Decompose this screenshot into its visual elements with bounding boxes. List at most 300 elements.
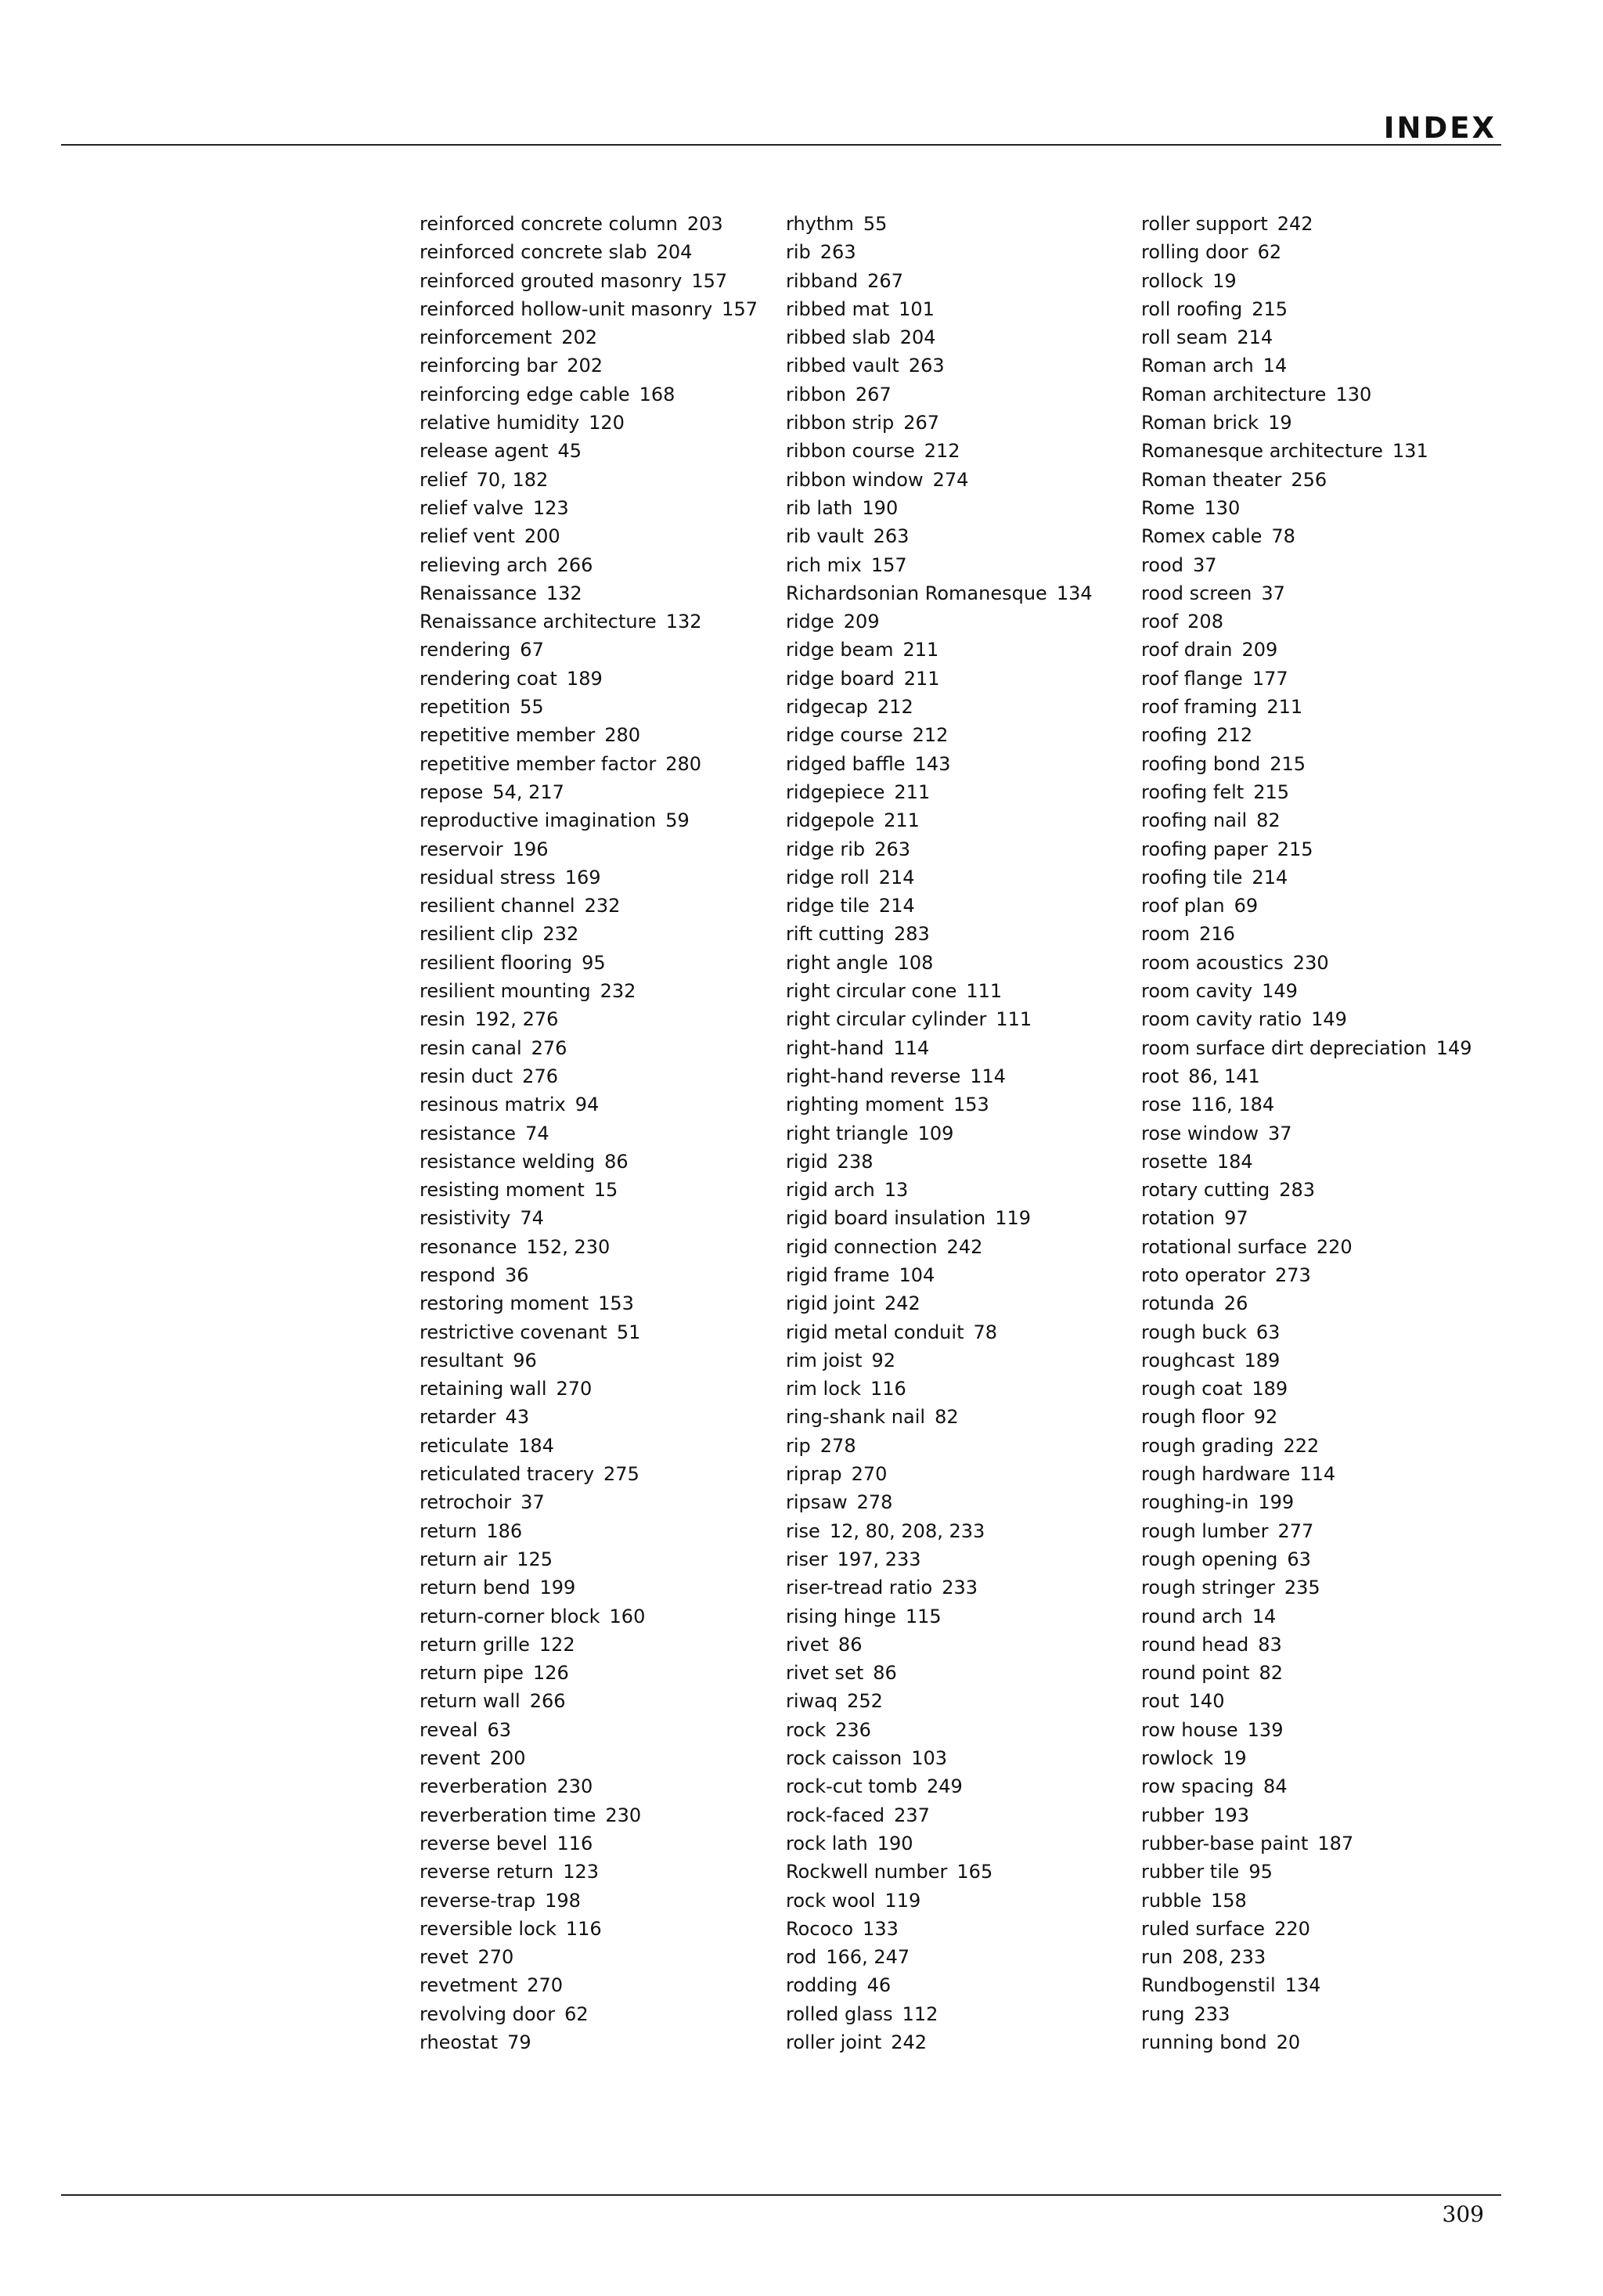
index-page-refs: 86 xyxy=(873,1662,897,1685)
index-term: ribbed mat xyxy=(786,297,890,320)
index-page-refs: 233 xyxy=(942,1577,978,1599)
index-entry xyxy=(420,1119,758,1148)
index-term: rung xyxy=(1141,2002,1185,2025)
index-term: rodding xyxy=(786,1974,858,1997)
index-term: ribbon window xyxy=(786,468,924,491)
index-term: resisting moment xyxy=(420,1179,585,1202)
index-page-refs: 62 xyxy=(1257,241,1282,264)
index-entry xyxy=(786,1517,1093,1545)
index-page-refs: 114 xyxy=(970,1065,1007,1087)
index-page-refs: 62 xyxy=(564,2002,589,2025)
index-entry xyxy=(1141,437,1472,465)
index-page-refs: 152, 230 xyxy=(526,1235,611,1258)
index-entry xyxy=(420,1829,758,1858)
index-page-refs: 199 xyxy=(539,1577,576,1599)
index-term: reproductive imagination xyxy=(420,809,657,832)
index-page-refs: 78 xyxy=(973,1321,998,1343)
index-entry xyxy=(786,2028,1093,2056)
index-entry xyxy=(420,1460,758,1488)
index-term: row house xyxy=(1141,1718,1238,1741)
index-page-refs: 202 xyxy=(561,326,597,349)
index-term: ribbed slab xyxy=(786,326,891,349)
index-entry xyxy=(420,920,758,948)
index-term: revolving door xyxy=(420,2002,556,2025)
index-page-refs: 270 xyxy=(556,1378,593,1400)
index-page-refs: 19 xyxy=(1268,412,1292,434)
index-term: rising hinge xyxy=(786,1605,896,1627)
index-term: revent xyxy=(420,1747,481,1770)
index-term: roof plan xyxy=(1141,895,1225,917)
index-entry xyxy=(1141,1375,1472,1403)
index-page-refs: 211 xyxy=(903,667,940,690)
index-term: retaining wall xyxy=(420,1378,547,1400)
index-entry xyxy=(420,863,758,892)
index-page-refs: 204 xyxy=(656,241,693,264)
index-term: Roman arch xyxy=(1141,355,1254,377)
index-entry xyxy=(1141,1915,1472,1943)
index-entry xyxy=(786,1602,1093,1631)
index-page-refs: 276 xyxy=(522,1065,558,1087)
index-entry xyxy=(420,1887,758,1915)
index-term: resin canal xyxy=(420,1036,522,1059)
index-term: resistance xyxy=(420,1122,517,1144)
index-entry xyxy=(420,665,758,693)
index-term: roof xyxy=(1141,611,1179,633)
index-term: ribband xyxy=(786,269,859,292)
index-term: resilient flooring xyxy=(420,951,573,974)
index-term: ridgepiece xyxy=(786,780,885,803)
index-entry xyxy=(1141,920,1472,948)
index-term: Rome xyxy=(1141,496,1195,519)
index-term: rigid frame xyxy=(786,1263,890,1286)
index-term: rigid xyxy=(786,1150,828,1173)
index-page-refs: 197, 233 xyxy=(837,1548,921,1570)
index-page-refs: 242 xyxy=(884,1292,920,1315)
index-term: rip xyxy=(786,1434,811,1457)
index-entry xyxy=(420,1971,758,1999)
index-term: rim lock xyxy=(786,1378,861,1400)
index-page-refs: 149 xyxy=(1435,1036,1472,1059)
index-page-refs: 114 xyxy=(1299,1463,1336,1486)
index-term: Richardsonian Romanesque xyxy=(786,582,1047,604)
index-entry xyxy=(1141,1148,1472,1176)
index-entry xyxy=(420,551,758,579)
index-entry xyxy=(1141,579,1472,607)
index-term: rock-cut tomb xyxy=(786,1775,917,1798)
index-term: round point xyxy=(1141,1662,1250,1685)
index-page-refs: 199 xyxy=(1258,1491,1295,1514)
index-entry xyxy=(420,2000,758,2028)
index-term: ridgepole xyxy=(786,809,875,832)
index-entry xyxy=(1141,892,1472,920)
index-page-refs: 157 xyxy=(870,553,907,576)
index-entry xyxy=(1141,1602,1472,1631)
index-page-refs: 153 xyxy=(953,1094,989,1116)
index-page-refs: 200 xyxy=(489,1747,526,1770)
index-entry xyxy=(786,949,1093,977)
index-page-refs: 215 xyxy=(1253,780,1290,803)
index-page-refs: 267 xyxy=(867,269,903,292)
index-term: right triangle xyxy=(786,1122,909,1144)
index-entry xyxy=(786,721,1093,749)
index-entry xyxy=(786,750,1093,778)
index-entry xyxy=(786,607,1093,636)
index-term: relief valve xyxy=(420,496,524,519)
index-page-refs: 215 xyxy=(1252,297,1288,320)
index-page-refs: 149 xyxy=(1311,1008,1347,1031)
index-term: roof flange xyxy=(1141,667,1243,690)
index-term: Rundbogenstil xyxy=(1141,1974,1276,1997)
index-page-refs: 116 xyxy=(870,1378,906,1400)
index-entry xyxy=(786,494,1093,522)
index-entry xyxy=(1141,806,1472,834)
index-page-refs: 19 xyxy=(1212,269,1237,292)
index-term: reinforced concrete slab xyxy=(420,241,647,264)
index-entry xyxy=(1141,210,1472,238)
index-entry xyxy=(420,1488,758,1516)
index-term: respond xyxy=(420,1263,495,1286)
index-term: riprap xyxy=(786,1463,842,1486)
index-term: rock caisson xyxy=(786,1747,902,1770)
index-entry xyxy=(1141,1119,1472,1148)
index-entry xyxy=(1141,665,1472,693)
index-entry xyxy=(786,1943,1093,1971)
index-entry xyxy=(420,1318,758,1346)
index-entry xyxy=(1141,1204,1472,1232)
index-entry xyxy=(420,1659,758,1687)
index-page-refs: 131 xyxy=(1392,440,1428,463)
index-page-refs: 263 xyxy=(873,525,910,548)
index-entry xyxy=(1141,323,1472,351)
header-rule xyxy=(61,144,1501,146)
index-page-refs: 220 xyxy=(1316,1235,1353,1258)
index-entry xyxy=(420,210,758,238)
index-page-refs: 211 xyxy=(884,809,920,832)
index-page-refs: 122 xyxy=(539,1633,575,1656)
index-term: relief xyxy=(420,468,467,491)
index-entry xyxy=(420,1943,758,1971)
index-term: ridge tile xyxy=(786,895,870,917)
index-term: ridged baffle xyxy=(786,752,906,775)
index-term: rough buck xyxy=(1141,1321,1247,1343)
index-entry xyxy=(1141,1573,1472,1602)
index-page-refs: 45 xyxy=(557,440,582,463)
index-entry xyxy=(786,437,1093,465)
index-entry xyxy=(1141,949,1472,977)
index-term: roofing nail xyxy=(1141,809,1248,832)
index-term: relieving arch xyxy=(420,553,548,576)
index-entry xyxy=(786,1858,1093,1886)
index-term: rolled glass xyxy=(786,2002,893,2025)
index-term: rough hardware xyxy=(1141,1463,1291,1486)
index-entry xyxy=(786,1062,1093,1090)
index-entry xyxy=(420,977,758,1005)
index-page-refs: 78 xyxy=(1271,525,1295,548)
index-page-refs: 283 xyxy=(1279,1179,1315,1202)
index-page-refs: 266 xyxy=(529,1690,566,1713)
index-page-refs: 101 xyxy=(899,297,935,320)
index-entry xyxy=(420,1545,758,1573)
index-term: resistivity xyxy=(420,1207,511,1230)
index-term: reticulated tracery xyxy=(420,1463,595,1486)
index-page-refs: 43 xyxy=(505,1406,530,1429)
index-page-refs: 212 xyxy=(924,440,960,463)
index-page-refs: 96 xyxy=(513,1349,537,1371)
index-term: roll seam xyxy=(1141,326,1228,349)
index-entry xyxy=(1141,295,1472,323)
index-page-refs: 115 xyxy=(905,1605,942,1627)
index-term: retrochoir xyxy=(420,1491,512,1514)
index-term: room surface dirt depreciation xyxy=(1141,1036,1427,1059)
index-entry xyxy=(786,1005,1093,1033)
index-page-refs: 67 xyxy=(520,639,544,661)
index-page-refs: 214 xyxy=(1252,866,1288,888)
index-term: rotation xyxy=(1141,1207,1216,1230)
index-term: rod xyxy=(786,1946,817,1969)
index-term: rough floor xyxy=(1141,1406,1245,1429)
index-page-refs: 119 xyxy=(995,1207,1031,1230)
index-term: rubble xyxy=(1141,1889,1201,1912)
page-number: 309 xyxy=(1442,2201,1484,2227)
index-term: Roman theater xyxy=(1141,468,1282,491)
index-entry xyxy=(1141,522,1472,550)
index-page-refs: 276 xyxy=(531,1036,567,1059)
index-entry xyxy=(786,1375,1093,1403)
index-entry xyxy=(420,1375,758,1403)
index-entry xyxy=(1141,778,1472,806)
index-page-refs: 190 xyxy=(877,1832,913,1854)
index-term: rheostat xyxy=(420,2031,499,2053)
index-page-refs: 215 xyxy=(1277,838,1313,860)
index-entry xyxy=(786,1971,1093,1999)
index-entry xyxy=(786,778,1093,806)
index-term: roofing bond xyxy=(1141,752,1261,775)
index-entry xyxy=(786,466,1093,494)
index-entry xyxy=(1141,1289,1472,1317)
index-term: rubber-base paint xyxy=(1141,1832,1309,1854)
index-page-refs: 187 xyxy=(1317,1832,1354,1854)
index-entry xyxy=(1141,1005,1472,1033)
index-entry xyxy=(786,267,1093,295)
index-entry xyxy=(786,1460,1093,1488)
index-page-refs: 83 xyxy=(1258,1633,1282,1656)
index-term: rose xyxy=(1141,1094,1182,1116)
index-entry xyxy=(1141,1432,1472,1460)
index-entry xyxy=(786,409,1093,437)
index-entry xyxy=(786,323,1093,351)
index-term: root xyxy=(1141,1065,1180,1087)
index-term: round head xyxy=(1141,1633,1249,1656)
index-page-refs: 177 xyxy=(1252,667,1288,690)
index-term: right circular cylinder xyxy=(786,1008,987,1031)
index-column-1 xyxy=(420,210,758,2056)
index-page-refs: 79 xyxy=(507,2031,531,2053)
index-entry xyxy=(1141,351,1472,380)
index-page-refs: 55 xyxy=(520,696,544,719)
index-page-refs: 130 xyxy=(1204,496,1241,519)
index-page-refs: 202 xyxy=(567,355,603,377)
index-page-refs: 203 xyxy=(686,213,723,235)
index-page-refs: 153 xyxy=(598,1292,634,1315)
index-entry xyxy=(420,1687,758,1715)
index-term: rib xyxy=(786,241,811,264)
index-entry xyxy=(1141,1034,1472,1062)
index-term: return wall xyxy=(420,1690,521,1713)
index-entry xyxy=(1141,1659,1472,1687)
index-page-refs: 116 xyxy=(565,1917,602,1940)
index-term: Romanesque architecture xyxy=(1141,440,1383,463)
index-entry xyxy=(420,437,758,465)
index-entry xyxy=(1141,1460,1472,1488)
index-entry xyxy=(420,778,758,806)
index-entry xyxy=(420,1858,758,1886)
index-page-refs: 214 xyxy=(1237,326,1273,349)
index-page-refs: 70, 182 xyxy=(476,468,549,491)
index-page-refs: 94 xyxy=(575,1094,600,1116)
index-term: roughing-in xyxy=(1141,1491,1249,1514)
index-entry xyxy=(786,665,1093,693)
index-page-refs: 36 xyxy=(504,1263,529,1286)
index-term: restrictive covenant xyxy=(420,1321,607,1343)
index-entry xyxy=(786,351,1093,380)
index-page-refs: 114 xyxy=(893,1036,930,1059)
index-page-refs: 263 xyxy=(908,355,945,377)
index-page-refs: 220 xyxy=(1274,1917,1310,1940)
index-term: room xyxy=(1141,923,1191,946)
index-term: Roman architecture xyxy=(1141,383,1327,405)
index-entry xyxy=(1141,1971,1472,1999)
index-entry xyxy=(786,522,1093,550)
index-term: reinforcing edge cable xyxy=(420,383,630,405)
index-page-refs: 283 xyxy=(893,923,930,946)
index-term: ridgecap xyxy=(786,696,868,719)
index-page-refs: 214 xyxy=(878,866,915,888)
index-page-refs: 82 xyxy=(1259,1662,1284,1685)
index-page-refs: 104 xyxy=(899,1263,935,1286)
index-entry xyxy=(420,323,758,351)
index-term: restoring moment xyxy=(420,1292,589,1315)
index-page-refs: 13 xyxy=(884,1179,909,1202)
index-term: return xyxy=(420,1519,477,1542)
index-column-3 xyxy=(1141,210,1472,2056)
index-term: rendering xyxy=(420,639,511,661)
index-term: rough coat xyxy=(1141,1378,1243,1400)
index-entry xyxy=(420,835,758,863)
index-term: row spacing xyxy=(1141,1775,1255,1798)
index-entry xyxy=(786,1744,1093,1772)
index-entry xyxy=(420,1176,758,1204)
index-term: ring-shank nail xyxy=(786,1406,926,1429)
index-page-refs: 157 xyxy=(722,297,758,320)
index-entry xyxy=(420,1233,758,1261)
index-page-refs: 169 xyxy=(564,866,601,888)
index-term: round arch xyxy=(1141,1605,1243,1627)
index-entry xyxy=(420,1090,758,1119)
index-term: reinforced hollow-unit masonry xyxy=(420,297,713,320)
index-entry xyxy=(420,1631,758,1659)
index-page-refs: 232 xyxy=(584,895,621,917)
index-page-refs: 95 xyxy=(1248,1861,1273,1883)
index-entry xyxy=(420,892,758,920)
index-term: rose window xyxy=(1141,1122,1259,1144)
index-entry xyxy=(786,1687,1093,1715)
index-term: release agent xyxy=(420,440,549,463)
index-page-refs: 267 xyxy=(855,383,892,405)
footer-rule xyxy=(61,2194,1501,2196)
index-term: ribbed vault xyxy=(786,355,899,377)
index-page-refs: 82 xyxy=(935,1406,959,1429)
index-page-refs: 252 xyxy=(847,1690,883,1713)
index-term: rich mix xyxy=(786,553,862,576)
index-page-refs: 55 xyxy=(863,213,888,235)
index-term: Renaissance xyxy=(420,582,537,604)
index-page-refs: 278 xyxy=(856,1491,893,1514)
index-term: Renaissance architecture xyxy=(420,611,657,633)
index-term: room acoustics xyxy=(1141,951,1284,974)
index-term: roofing paper xyxy=(1141,838,1268,860)
index-term: reinforced grouted masonry xyxy=(420,269,683,292)
index-page-refs: 69 xyxy=(1234,895,1259,917)
index-page-refs: 74 xyxy=(520,1207,544,1230)
index-entry xyxy=(1141,750,1472,778)
index-term: ridge rib xyxy=(786,838,866,860)
index-entry xyxy=(1141,1517,1472,1545)
index-term: ribbon strip xyxy=(786,412,895,434)
index-page-refs: 274 xyxy=(932,468,969,491)
index-page-refs: 208 xyxy=(1187,611,1223,633)
index-entry xyxy=(786,579,1093,607)
index-term: roofing tile xyxy=(1141,866,1243,888)
index-entry xyxy=(786,1034,1093,1062)
index-page-refs: 108 xyxy=(897,951,934,974)
index-term: repose xyxy=(420,780,484,803)
index-page-refs: 242 xyxy=(946,1235,983,1258)
index-page-refs: 103 xyxy=(911,1747,948,1770)
index-entry xyxy=(786,1148,1093,1176)
index-term: resin xyxy=(420,1008,466,1031)
index-entry xyxy=(420,1801,758,1829)
index-entry xyxy=(1141,636,1472,664)
index-page-refs: 212 xyxy=(877,696,913,719)
index-page-refs: 211 xyxy=(894,780,931,803)
index-entry xyxy=(420,1148,758,1176)
index-entry xyxy=(786,1829,1093,1858)
index-term: rout xyxy=(1141,1690,1180,1713)
index-term: right-hand xyxy=(786,1036,884,1059)
index-entry xyxy=(1141,380,1472,409)
index-term: Romex cable xyxy=(1141,525,1263,548)
index-term: riwaq xyxy=(786,1690,838,1713)
index-entry xyxy=(786,210,1093,238)
index-entry xyxy=(786,1772,1093,1800)
index-term: reverse return xyxy=(420,1861,554,1883)
index-term: reversible lock xyxy=(420,1917,557,1940)
index-term: reinforcing bar xyxy=(420,355,558,377)
index-entry xyxy=(1141,466,1472,494)
index-page-refs: 116 xyxy=(557,1832,593,1854)
index-page-refs: 212 xyxy=(1216,724,1253,747)
index-term: resonance xyxy=(420,1235,517,1258)
index-page-refs: 249 xyxy=(926,1775,963,1798)
index-term: rubber xyxy=(1141,1804,1205,1826)
index-page-refs: 74 xyxy=(525,1122,549,1144)
index-entry xyxy=(420,238,758,266)
index-page-refs: 168 xyxy=(639,383,675,405)
index-entry xyxy=(1141,1062,1472,1090)
index-term: roll roofing xyxy=(1141,297,1243,320)
index-term: riser-tread ratio xyxy=(786,1577,933,1599)
index-term: roughcast xyxy=(1141,1349,1235,1371)
